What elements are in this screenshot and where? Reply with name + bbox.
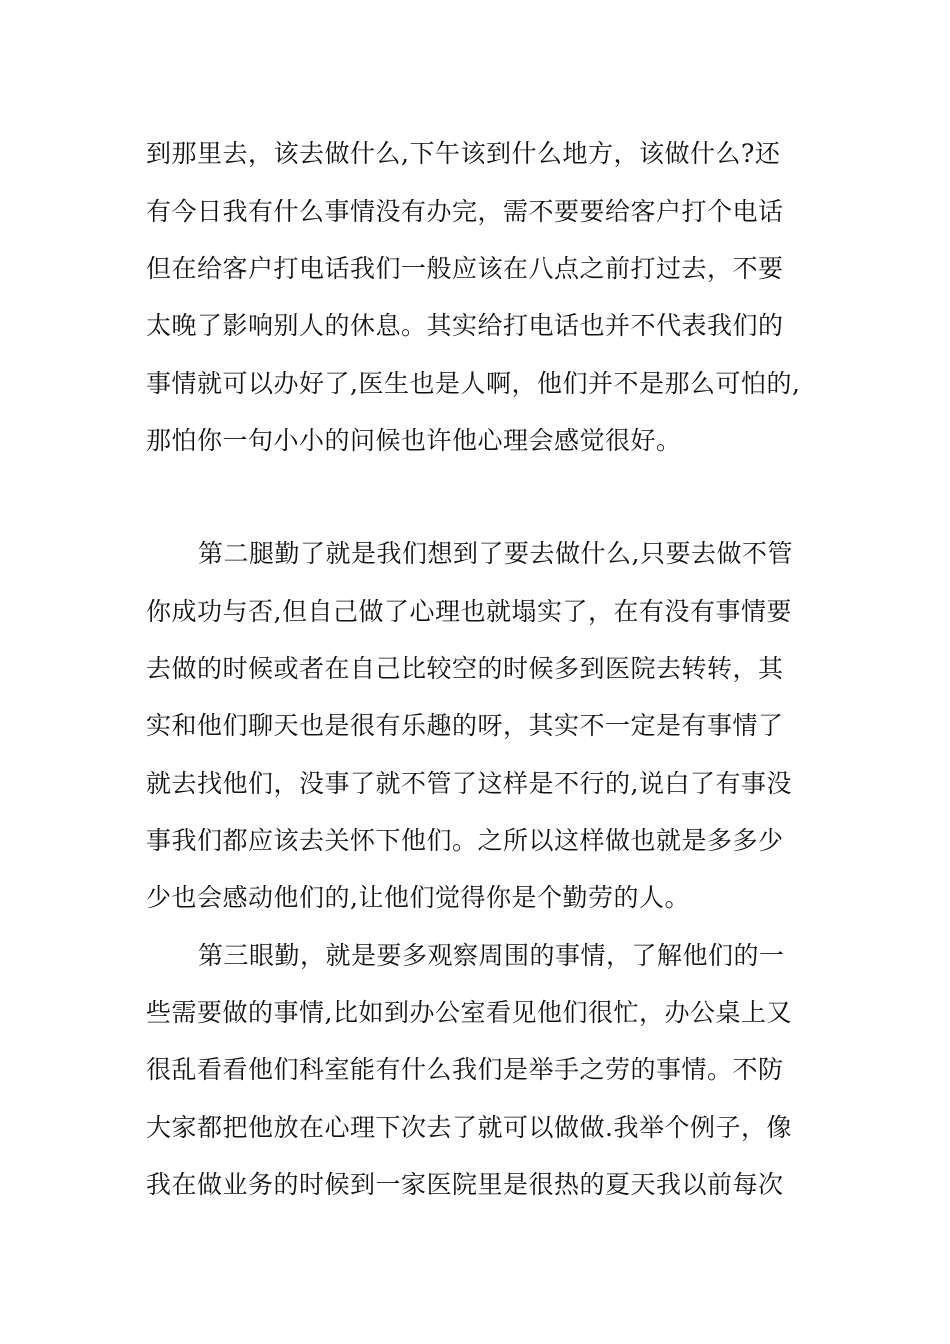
text-line: 很乱看看他们科室能有什么我们是举手之劳的事情。不防 bbox=[146, 1055, 784, 1084]
paragraph-first-line: 第三眼勤，就是要多观察周围的事情，了解他们的一 bbox=[198, 941, 785, 970]
text-line: 事情就可以办好了,医生也是人啊，他们并不是那么可怕的, bbox=[146, 369, 801, 398]
text-line: 太晚了影响别人的休息。其实给打电话也并不代表我们的 bbox=[146, 311, 784, 340]
text-line: 到那里去，该去做什么,下午该到什么地方，该做什么?还 bbox=[146, 139, 781, 168]
text-line: 有今日我有什么事情没有办完，需不要要给客户打个电话 bbox=[146, 197, 784, 226]
text-line: 但在给客户打电话我们一般应该在八点之前打过去，不要 bbox=[146, 254, 784, 283]
text-line: 就去找他们，没事了就不管了这样是不行的,说白了有事没 bbox=[146, 769, 792, 798]
paragraph-first-line: 第二腿勤了就是我们想到了要去做什么,只要去做不管 bbox=[198, 539, 793, 568]
text-line: 大家都把他放在心理下次去了就可以做做.我举个例子，像 bbox=[146, 1113, 792, 1142]
text-line: 实和他们聊天也是很有乐趣的呀，其实不一定是有事情了 bbox=[146, 711, 784, 740]
text-line: 你成功与否,但自己做了心理也就塌实了，在有没有事情要 bbox=[146, 597, 792, 626]
text-line: 我在做业务的时候到一家医院里是很热的夏天我以前每次 bbox=[146, 1170, 784, 1199]
text-line: 事我们都应该去关怀下他们。之所以这样做也就是多多少 bbox=[146, 826, 784, 855]
text-line: 少也会感动他们的,让他们觉得你是个勤劳的人。 bbox=[146, 883, 690, 912]
text-line: 那怕你一句小小的问候也许他心理会感觉很好。 bbox=[146, 426, 682, 455]
text-line: 去做的时候或者在自己比较空的时候多到医院去转转，其 bbox=[146, 654, 784, 683]
text-line: 些需要做的事情,比如到办公室看见他们很忙，办公桌上又 bbox=[146, 998, 792, 1027]
